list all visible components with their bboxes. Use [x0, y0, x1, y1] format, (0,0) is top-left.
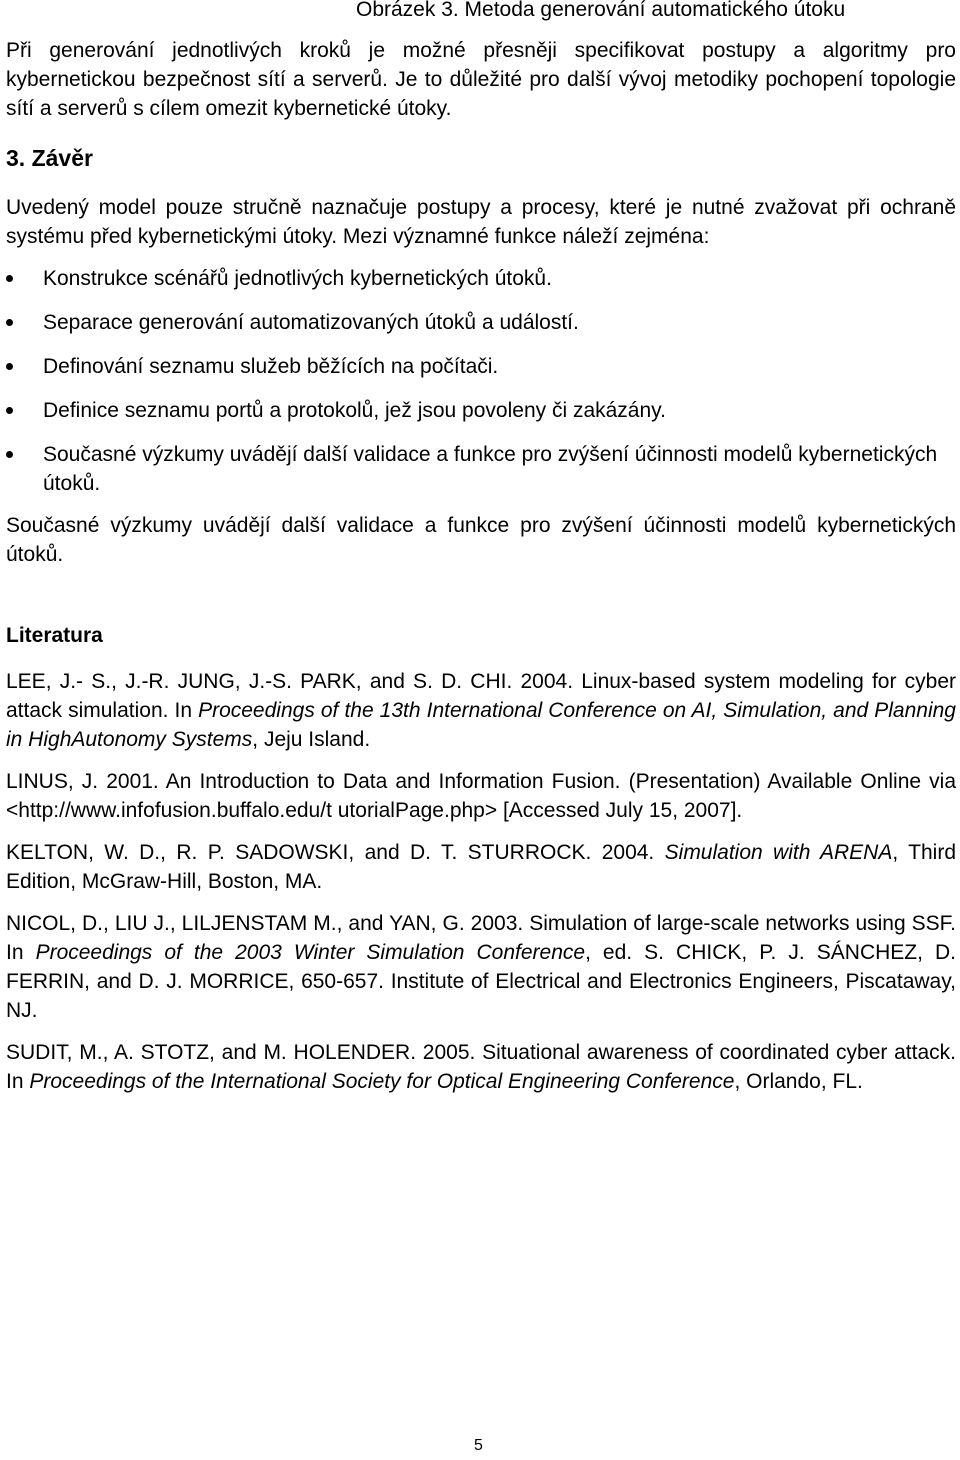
- bullet-item: [6, 352, 956, 381]
- reference-entry: [6, 909, 956, 1025]
- reference-entry: [6, 667, 956, 754]
- bullet-text: Definice seznamu portů a protokolů, jež jsou povoleny či zakázány.: [43, 399, 666, 422]
- reference-entry: [6, 1038, 956, 1096]
- reference-text: SUDIT, M., A. STOTZ, and M. HOLENDER. 2005. Situational awareness of coordinated cyber attack. In: [6, 1041, 956, 1093]
- bullet-item: [6, 264, 956, 293]
- section-heading: 3. Závěr: [6, 145, 93, 171]
- literature-heading: Literatura: [6, 624, 103, 647]
- bullet-text: Současné výzkumy uvádějí další validace a funkce pro zvýšení účinnosti modelů kybernetických útoků.: [43, 443, 938, 495]
- reference-text: KELTON, W. D., R. P. SADOWSKI, and D. T. STURROCK. 2004.: [6, 841, 665, 864]
- reference-text: , Orlando, FL.: [734, 1070, 863, 1093]
- bullet-icon: [6, 363, 13, 370]
- reference-entry: [6, 838, 956, 896]
- document-page: [6, 0, 956, 1096]
- reference-text: NICOL, D., LIU J., LILJENSTAM M., and YAN, G. 2003. Simulation of large-scale networks using SSF. In: [6, 912, 956, 964]
- bullet-icon: [6, 407, 13, 414]
- bullet-icon: [6, 451, 13, 458]
- bullet-item: [6, 440, 956, 498]
- paragraph-closing: Současné výzkumy uvádějí další validace a funkce pro zvýšení účinnosti modelů kybernetických útoků.: [6, 514, 956, 566]
- bullet-item: [6, 396, 956, 425]
- reference-title-italic: Proceedings of the 13th International Conference on AI, Simulation, and Planning in HighAutonomy Systems: [6, 699, 956, 751]
- paragraph-intro: Při generování jednotlivých kroků je možné přesněji specifikovat postupy a algoritmy pro kybernetickou bezpečnost sítí a serverů. Je to důležité pro další vývoj metodiky pochopení topologie sítí a serverů s cílem omezit kybernetické útoky.: [6, 39, 956, 120]
- reference-text: , Third Edition, McGraw-Hill, Boston, MA.: [6, 841, 957, 893]
- bullet-text: Separace generování automatizovaných útoků a událostí.: [43, 311, 579, 334]
- reference-title-italic: Proceedings of the International Society for Optical Engineering Conference: [29, 1070, 735, 1093]
- bullet-item: [6, 308, 956, 337]
- page-number: 5: [474, 1437, 483, 1454]
- reference-text: , ed. S. CHICK, P. J. SÁNCHEZ, D. FERRIN, and D. J. MORRICE, 650-657. Institute of Electrical and Electronics Engineers, Piscataway, NJ.: [6, 941, 957, 1022]
- reference-text: , Jeju Island.: [252, 728, 371, 751]
- bullet-icon: [6, 275, 13, 282]
- bullet-text: Konstrukce scénářů jednotlivých kybernetických útoků.: [43, 267, 552, 290]
- reference-text: LINUS, J. 2001. An Introduction to Data and Information Fusion. (Presentation) Available Online via <http://www.infofusion.buffalo.edu/t utorialPage.php> [Accessed July 15, 2007].: [6, 770, 956, 822]
- reference-text: LEE, J.- S., J.-R. JUNG, J.-S. PARK, and S. D. CHI. 2004. Linux-based system modeling for cyber attack simulation. In: [6, 670, 956, 722]
- figure-caption: Obrázek 3. Metoda generování automatického útoku: [356, 0, 846, 21]
- reference-title-italic: Proceedings of the 2003 Winter Simulation Conference: [35, 941, 586, 964]
- reference-entry: [6, 767, 956, 825]
- bullet-text: Definování seznamu služeb běžících na počítači.: [43, 355, 499, 378]
- reference-title-italic: Simulation with ARENA: [664, 841, 893, 864]
- bullet-icon: [6, 319, 13, 326]
- paragraph-conclusion: Uvedený model pouze stručně naznačuje postupy a procesy, které je nutné zvažovat při ochraně systému před kybernetickými útoky. Mezi významné funkce náleží zejména:: [6, 196, 956, 248]
- bullet-list: [6, 264, 956, 498]
